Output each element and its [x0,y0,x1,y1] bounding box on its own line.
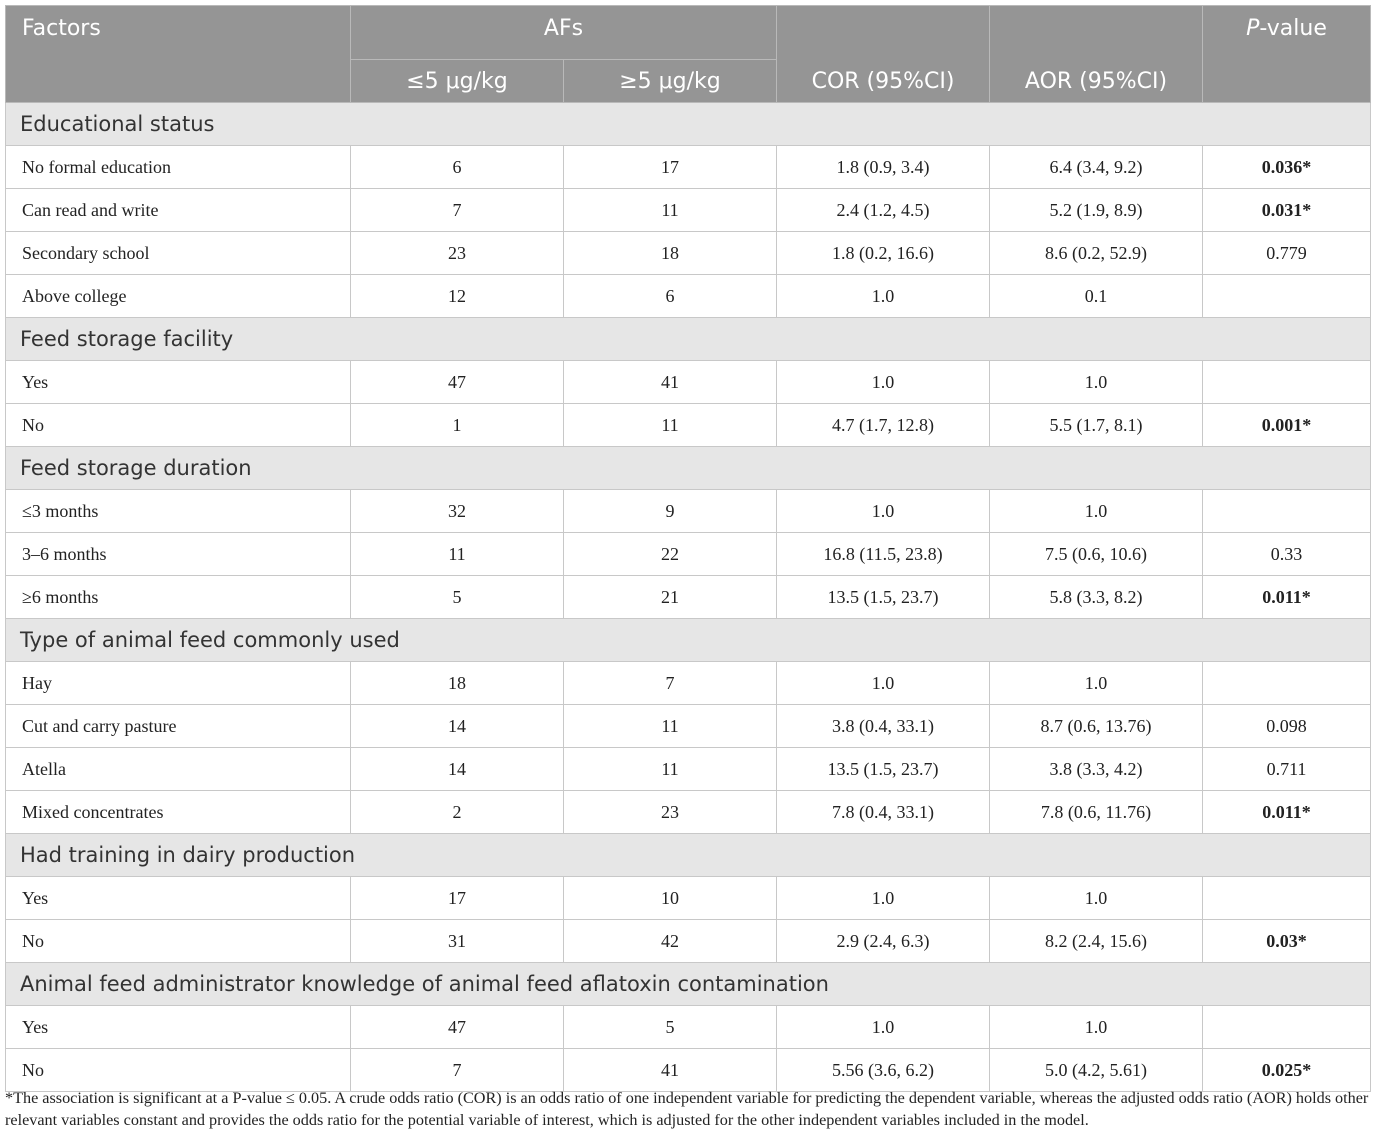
header-p-value [1203,6,1371,103]
table-row [6,533,1371,576]
row-label: ≤3 months [6,490,351,533]
high-count-cell: 21 [564,576,777,619]
low-count-cell: 7 [351,189,564,232]
high-count-cell: 11 [564,748,777,791]
section-title: Educational status [6,103,1371,146]
cor-cell: 16.8 (11.5, 23.8) [777,533,990,576]
section-title: Had training in dairy production [6,834,1371,877]
aor-cell: 8.6 (0.2, 52.9) [990,232,1203,275]
table-row [6,232,1371,275]
high-count-cell: 9 [564,490,777,533]
high-count-cell: 10 [564,877,777,920]
cor-cell: 1.0 [777,662,990,705]
high-count-cell: 42 [564,920,777,963]
section-header-row [6,447,1371,490]
row-label: Secondary school [6,232,351,275]
section-header-row [6,103,1371,146]
header-cor: COR (95%CI) [777,6,990,103]
aor-cell: 8.2 (2.4, 15.6) [990,920,1203,963]
cor-cell: 2.4 (1.2, 4.5) [777,189,990,232]
low-count-cell: 12 [351,275,564,318]
low-count-cell: 32 [351,490,564,533]
high-count-cell: 41 [564,1049,777,1092]
p-value-cell: 0.011* [1203,576,1371,619]
p-value-cell: 0.779 [1203,232,1371,275]
low-count-cell: 31 [351,920,564,963]
high-count-cell: 7 [564,662,777,705]
cor-cell: 3.8 (0.4, 33.1) [777,705,990,748]
p-value-cell [1203,361,1371,404]
p-value-cell: 0.001* [1203,404,1371,447]
aor-cell: 7.8 (0.6, 11.76) [990,791,1203,834]
p-value-cell [1203,877,1371,920]
row-label: No [6,404,351,447]
header-p-italic: P [1246,16,1260,41]
cor-cell: 13.5 (1.5, 23.7) [777,748,990,791]
high-count-cell: 5 [564,1006,777,1049]
p-value-cell [1203,490,1371,533]
table-row [6,662,1371,705]
low-count-cell: 23 [351,232,564,275]
high-count-cell: 17 [564,146,777,189]
row-label: ≥6 months [6,576,351,619]
high-count-cell: 11 [564,189,777,232]
aor-cell: 6.4 (3.4, 9.2) [990,146,1203,189]
aor-cell: 8.7 (0.6, 13.76) [990,705,1203,748]
low-count-cell: 2 [351,791,564,834]
cor-cell: 4.7 (1.7, 12.8) [777,404,990,447]
aor-cell: 5.8 (3.3, 8.2) [990,576,1203,619]
high-count-cell: 18 [564,232,777,275]
row-label: Yes [6,361,351,404]
cor-cell: 1.0 [777,490,990,533]
table-row [6,576,1371,619]
low-count-cell: 14 [351,705,564,748]
low-count-cell: 18 [351,662,564,705]
table-row [6,490,1371,533]
table-row [6,404,1371,447]
low-count-cell: 5 [351,576,564,619]
low-count-cell: 17 [351,877,564,920]
table-row [6,361,1371,404]
section-title: Animal feed administrator knowledge of animal feed aflatoxin contamination [6,963,1371,1006]
p-value-cell: 0.03* [1203,920,1371,963]
section-title: Type of animal feed commonly used [6,619,1371,662]
table-row [6,275,1371,318]
section-header-row [6,963,1371,1006]
header-high-concentration: ≥5 μg/kg [564,60,777,103]
row-label: Cut and carry pasture [6,705,351,748]
row-label: Atella [6,748,351,791]
cor-cell: 1.0 [777,877,990,920]
p-value-cell [1203,662,1371,705]
cor-cell: 1.0 [777,275,990,318]
aor-cell: 5.2 (1.9, 8.9) [990,189,1203,232]
table-row [6,920,1371,963]
row-label: No [6,1049,351,1092]
cor-cell: 1.8 (0.9, 3.4) [777,146,990,189]
row-label: No [6,920,351,963]
p-value-cell: 0.036* [1203,146,1371,189]
p-value-cell: 0.031* [1203,189,1371,232]
p-value-cell [1203,275,1371,318]
cor-cell: 2.9 (2.4, 6.3) [777,920,990,963]
aor-cell: 5.5 (1.7, 8.1) [990,404,1203,447]
section-header-row [6,318,1371,361]
aor-cell: 7.5 (0.6, 10.6) [990,533,1203,576]
section-title: Feed storage duration [6,447,1371,490]
high-count-cell: 22 [564,533,777,576]
p-value-cell: 0.025* [1203,1049,1371,1092]
low-count-cell: 47 [351,1006,564,1049]
table-footnote: *The association is significant at a P-value ≤ 0.05. A crude odds ratio (COR) is an odds ratio of one independent variable for predicting the dependent variable, whereas the adjusted odds ratio (AOR) holds other relevant variables constant and provides the odds ratio for the potential variable of interest, which is adjusted for the other independent variables included in the model. [5,1089,1369,1129]
low-count-cell: 14 [351,748,564,791]
aor-cell: 3.8 (3.3, 4.2) [990,748,1203,791]
high-count-cell: 23 [564,791,777,834]
table-row [6,877,1371,920]
table-row [6,1006,1371,1049]
low-count-cell: 1 [351,404,564,447]
aor-cell: 5.0 (4.2, 5.61) [990,1049,1203,1092]
row-label: 3–6 months [6,533,351,576]
row-label: Can read and write [6,189,351,232]
header-afs: AFs [351,6,777,60]
header-factors: Factors [6,6,351,103]
aor-cell: 0.1 [990,275,1203,318]
results-table-container [5,5,1370,1092]
row-label: No formal education [6,146,351,189]
header-aor: AOR (95%CI) [990,6,1203,103]
cor-cell: 1.0 [777,1006,990,1049]
table-body [6,103,1371,1092]
results-table [5,5,1371,1092]
header-low-concentration: ≤5 μg/kg [351,60,564,103]
low-count-cell: 7 [351,1049,564,1092]
aor-cell: 1.0 [990,361,1203,404]
low-count-cell: 11 [351,533,564,576]
row-label: Hay [6,662,351,705]
p-value-cell: 0.011* [1203,791,1371,834]
row-label: Above college [6,275,351,318]
p-value-cell: 0.711 [1203,748,1371,791]
cor-cell: 13.5 (1.5, 23.7) [777,576,990,619]
high-count-cell: 41 [564,361,777,404]
aor-cell: 1.0 [990,490,1203,533]
row-label: Mixed concentrates [6,791,351,834]
high-count-cell: 6 [564,275,777,318]
table-row [6,146,1371,189]
cor-cell: 1.0 [777,361,990,404]
table-row [6,705,1371,748]
cor-cell: 1.8 (0.2, 16.6) [777,232,990,275]
aor-cell: 1.0 [990,662,1203,705]
high-count-cell: 11 [564,404,777,447]
table-header [6,6,1371,103]
high-count-cell: 11 [564,705,777,748]
p-value-cell: 0.098 [1203,705,1371,748]
table-row [6,791,1371,834]
low-count-cell: 47 [351,361,564,404]
table-row [6,748,1371,791]
aor-cell: 1.0 [990,877,1203,920]
section-title: Feed storage facility [6,318,1371,361]
section-header-row [6,834,1371,877]
p-value-cell: 0.33 [1203,533,1371,576]
table-row [6,189,1371,232]
low-count-cell: 6 [351,146,564,189]
section-header-row [6,619,1371,662]
cor-cell: 5.56 (3.6, 6.2) [777,1049,990,1092]
aor-cell: 1.0 [990,1006,1203,1049]
table-row [6,1049,1371,1092]
row-label: Yes [6,1006,351,1049]
cor-cell: 7.8 (0.4, 33.1) [777,791,990,834]
p-value-cell [1203,1006,1371,1049]
row-label: Yes [6,877,351,920]
header-p-suffix: -value [1259,16,1327,41]
